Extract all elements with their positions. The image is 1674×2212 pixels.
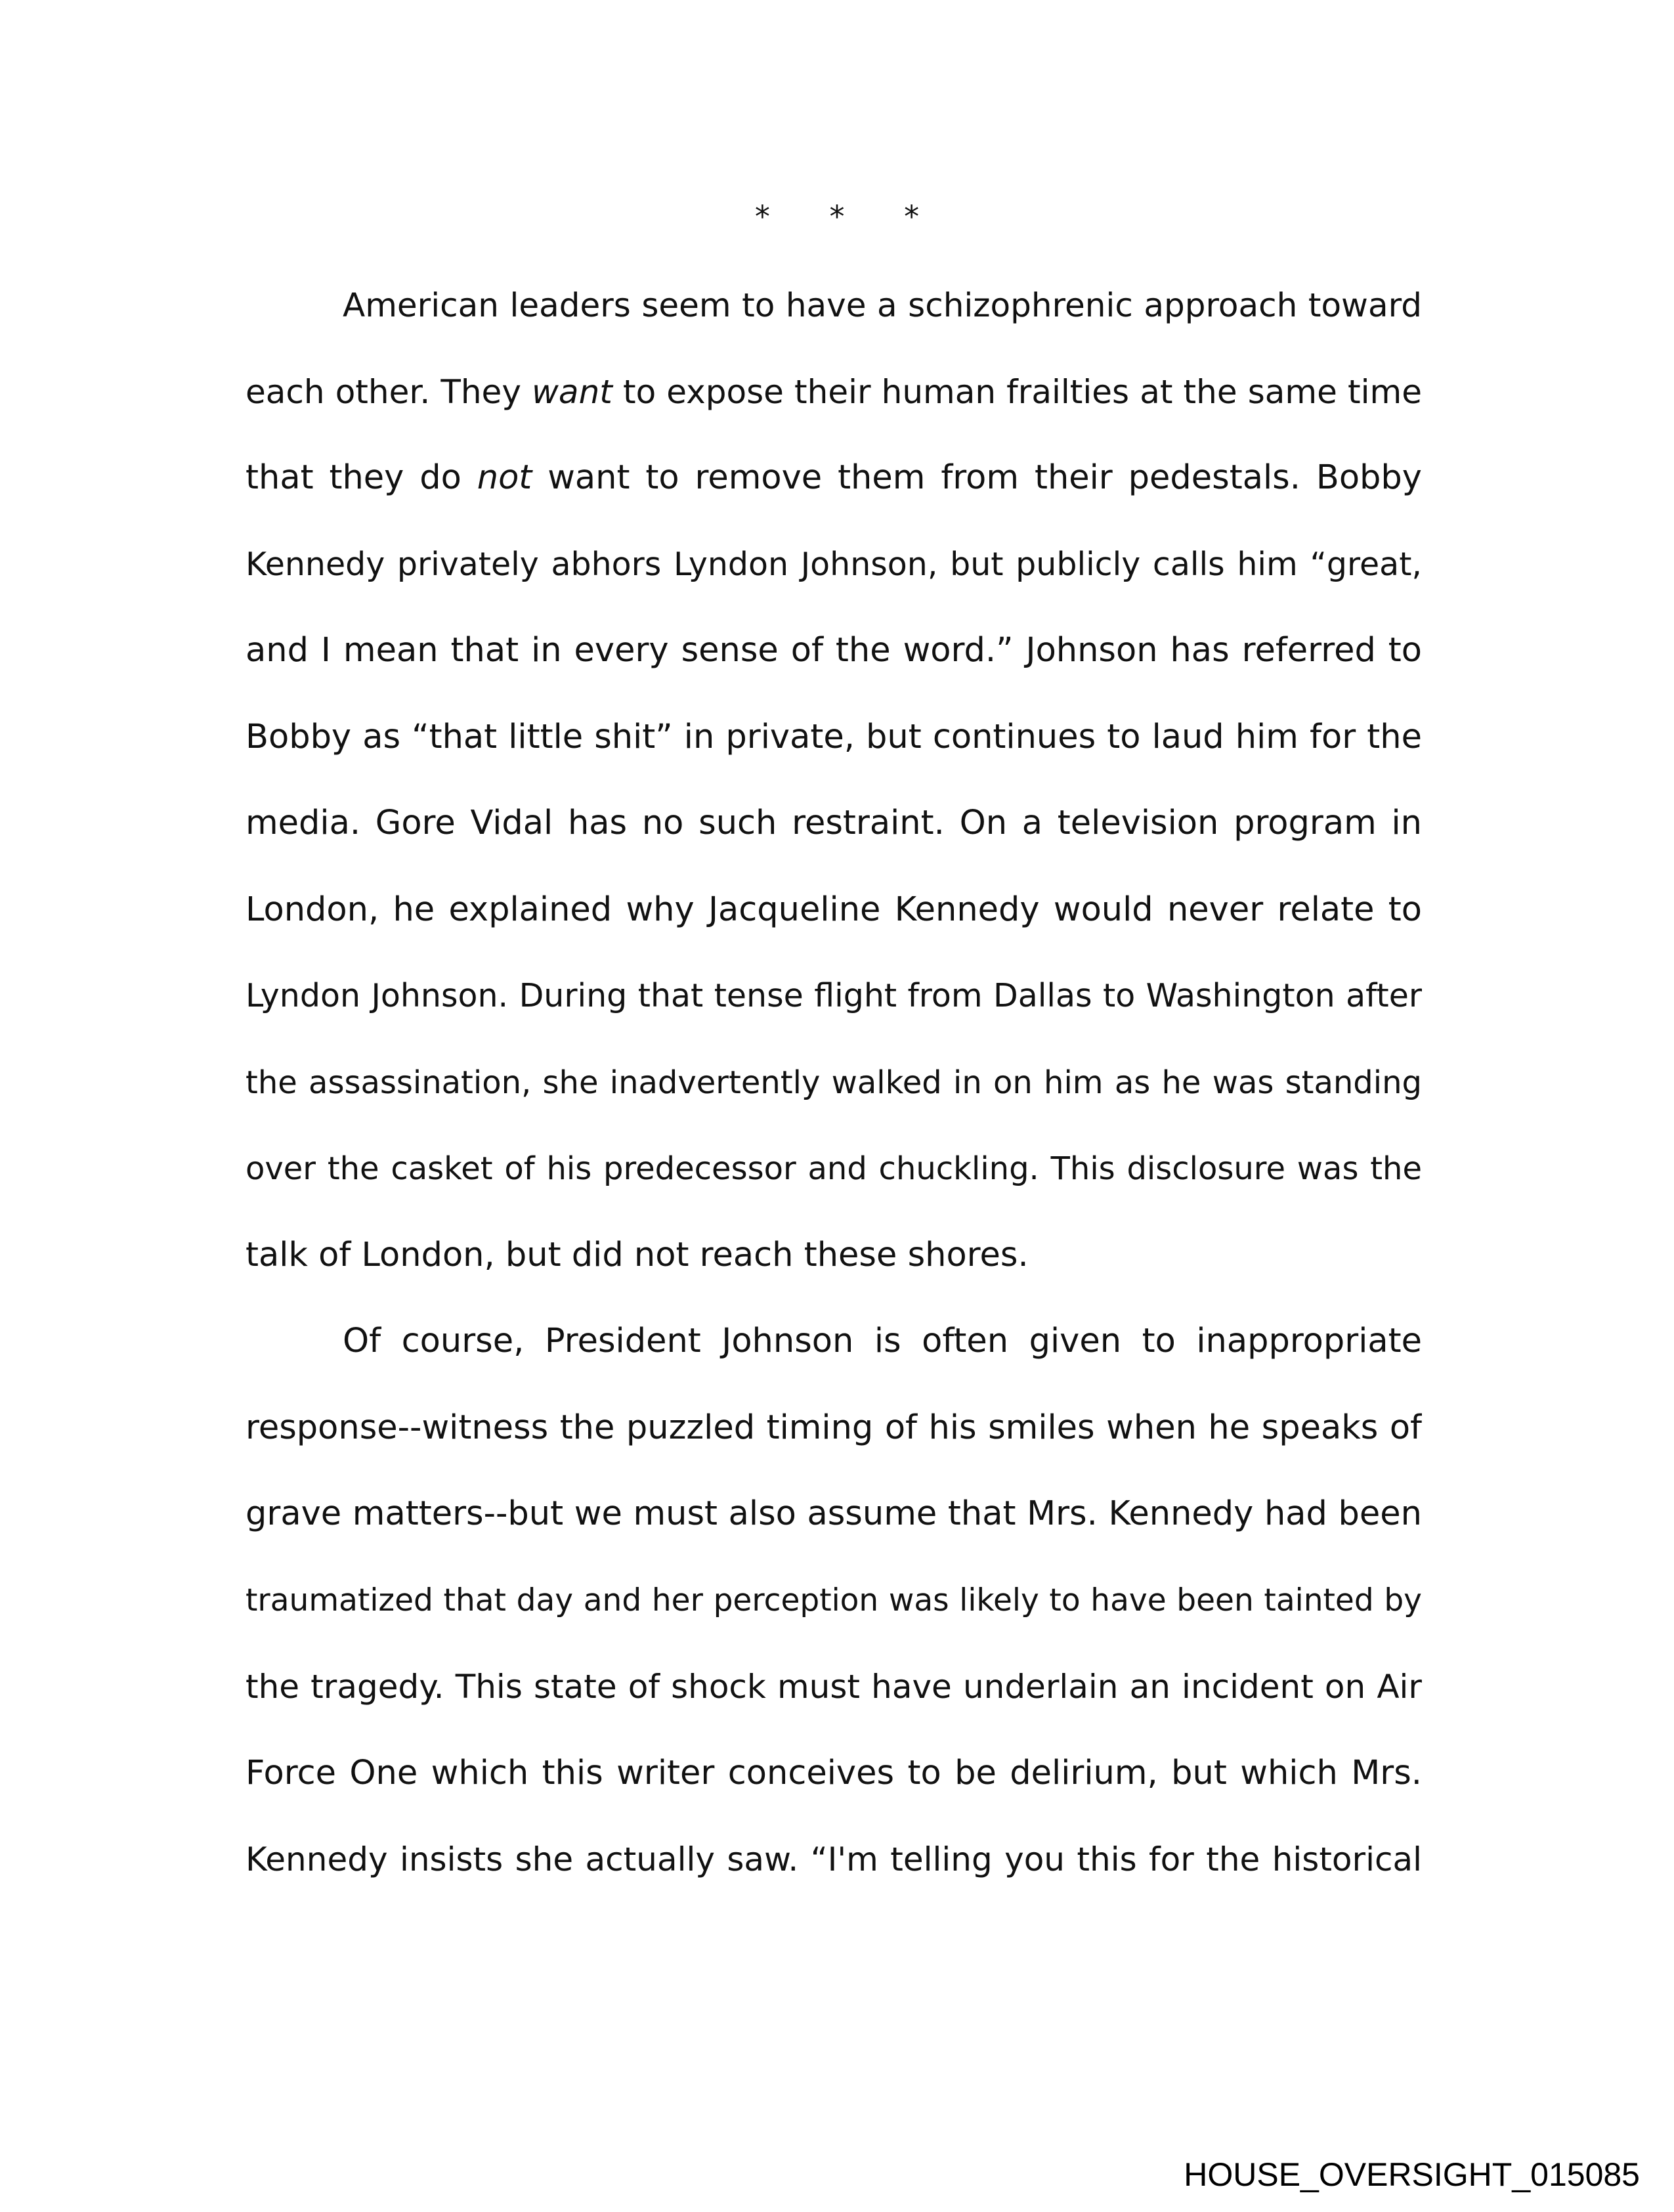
line-text: the assassination, she inadvertently walked in on him as he was standing [246, 1064, 1422, 1101]
section-separator: * * * [754, 199, 945, 234]
text-line [246, 966, 1422, 1053]
text-line [246, 448, 1422, 535]
line-text: and I mean that in every sense of the word.” Johnson has referred to [246, 631, 1422, 670]
line-text: Bobby as “that little shit” in private, but continues to laud him for the [246, 717, 1422, 756]
text-line [246, 794, 1422, 880]
line-text: London, he explained why Jacqueline Kennedy would never relate to [246, 890, 1422, 929]
text-line [246, 1139, 1422, 1226]
text-line [246, 1571, 1422, 1658]
line-text: want to remove them from their pedestals. Bobby [532, 458, 1422, 497]
text-line [246, 1830, 1422, 1917]
text-line [246, 1226, 1422, 1312]
emphasis-text: not [477, 458, 532, 497]
line-text: Of course, President Johnson is often given to inappropriate [343, 1322, 1422, 1360]
line-text: over the casket of his predecessor and chuckling. This disclosure was the [246, 1150, 1422, 1187]
text-line [246, 621, 1422, 708]
emphasis-text: want [532, 372, 612, 411]
text-line [246, 708, 1422, 794]
text-line [246, 362, 1422, 449]
line-text: media. Gore Vidal has no such restraint. On a television program in [246, 804, 1422, 842]
line-text: to expose their human frailties at the same time [612, 372, 1422, 411]
line-text: traumatized that day and her perception was likely to have been tainted by [246, 1582, 1422, 1618]
text-line [246, 1485, 1422, 1571]
line-text: Lyndon Johnson. During that tense flight from Dallas to Washington after [246, 977, 1422, 1014]
line-text: each other. They [246, 372, 532, 411]
text-line [246, 1657, 1422, 1744]
text-line [246, 1744, 1422, 1831]
text-line [246, 535, 1422, 622]
line-text: Kennedy insists she actually saw. “I'm telling you this for the historical [246, 1840, 1422, 1878]
line-text: American leaders seem to have a schizophrenic approach toward [343, 286, 1422, 324]
text-line [246, 1053, 1422, 1140]
bates-number: HOUSE_OVERSIGHT_015085 [1184, 2156, 1640, 2193]
line-text: response--witness the puzzled timing of his smiles when he speaks of [246, 1408, 1422, 1447]
line-text: Kennedy privately abhors Lyndon Johnson, but publicly calls him “great, [246, 545, 1422, 583]
text-line [246, 1312, 1422, 1399]
text-line [246, 276, 1422, 362]
line-text: grave matters--but we must also assume that Mrs. Kennedy had been [246, 1494, 1422, 1533]
body-text [246, 276, 1422, 1917]
text-line [246, 1399, 1422, 1485]
line-text: Force One which this writer conceives to be delirium, but which Mrs. [246, 1753, 1422, 1792]
text-line [246, 880, 1422, 967]
line-text: talk of London, but did not reach these shores. [246, 1235, 1029, 1274]
line-text: that they do [246, 458, 477, 497]
line-text: the tragedy. This state of shock must have underlain an incident on Air [246, 1668, 1422, 1706]
